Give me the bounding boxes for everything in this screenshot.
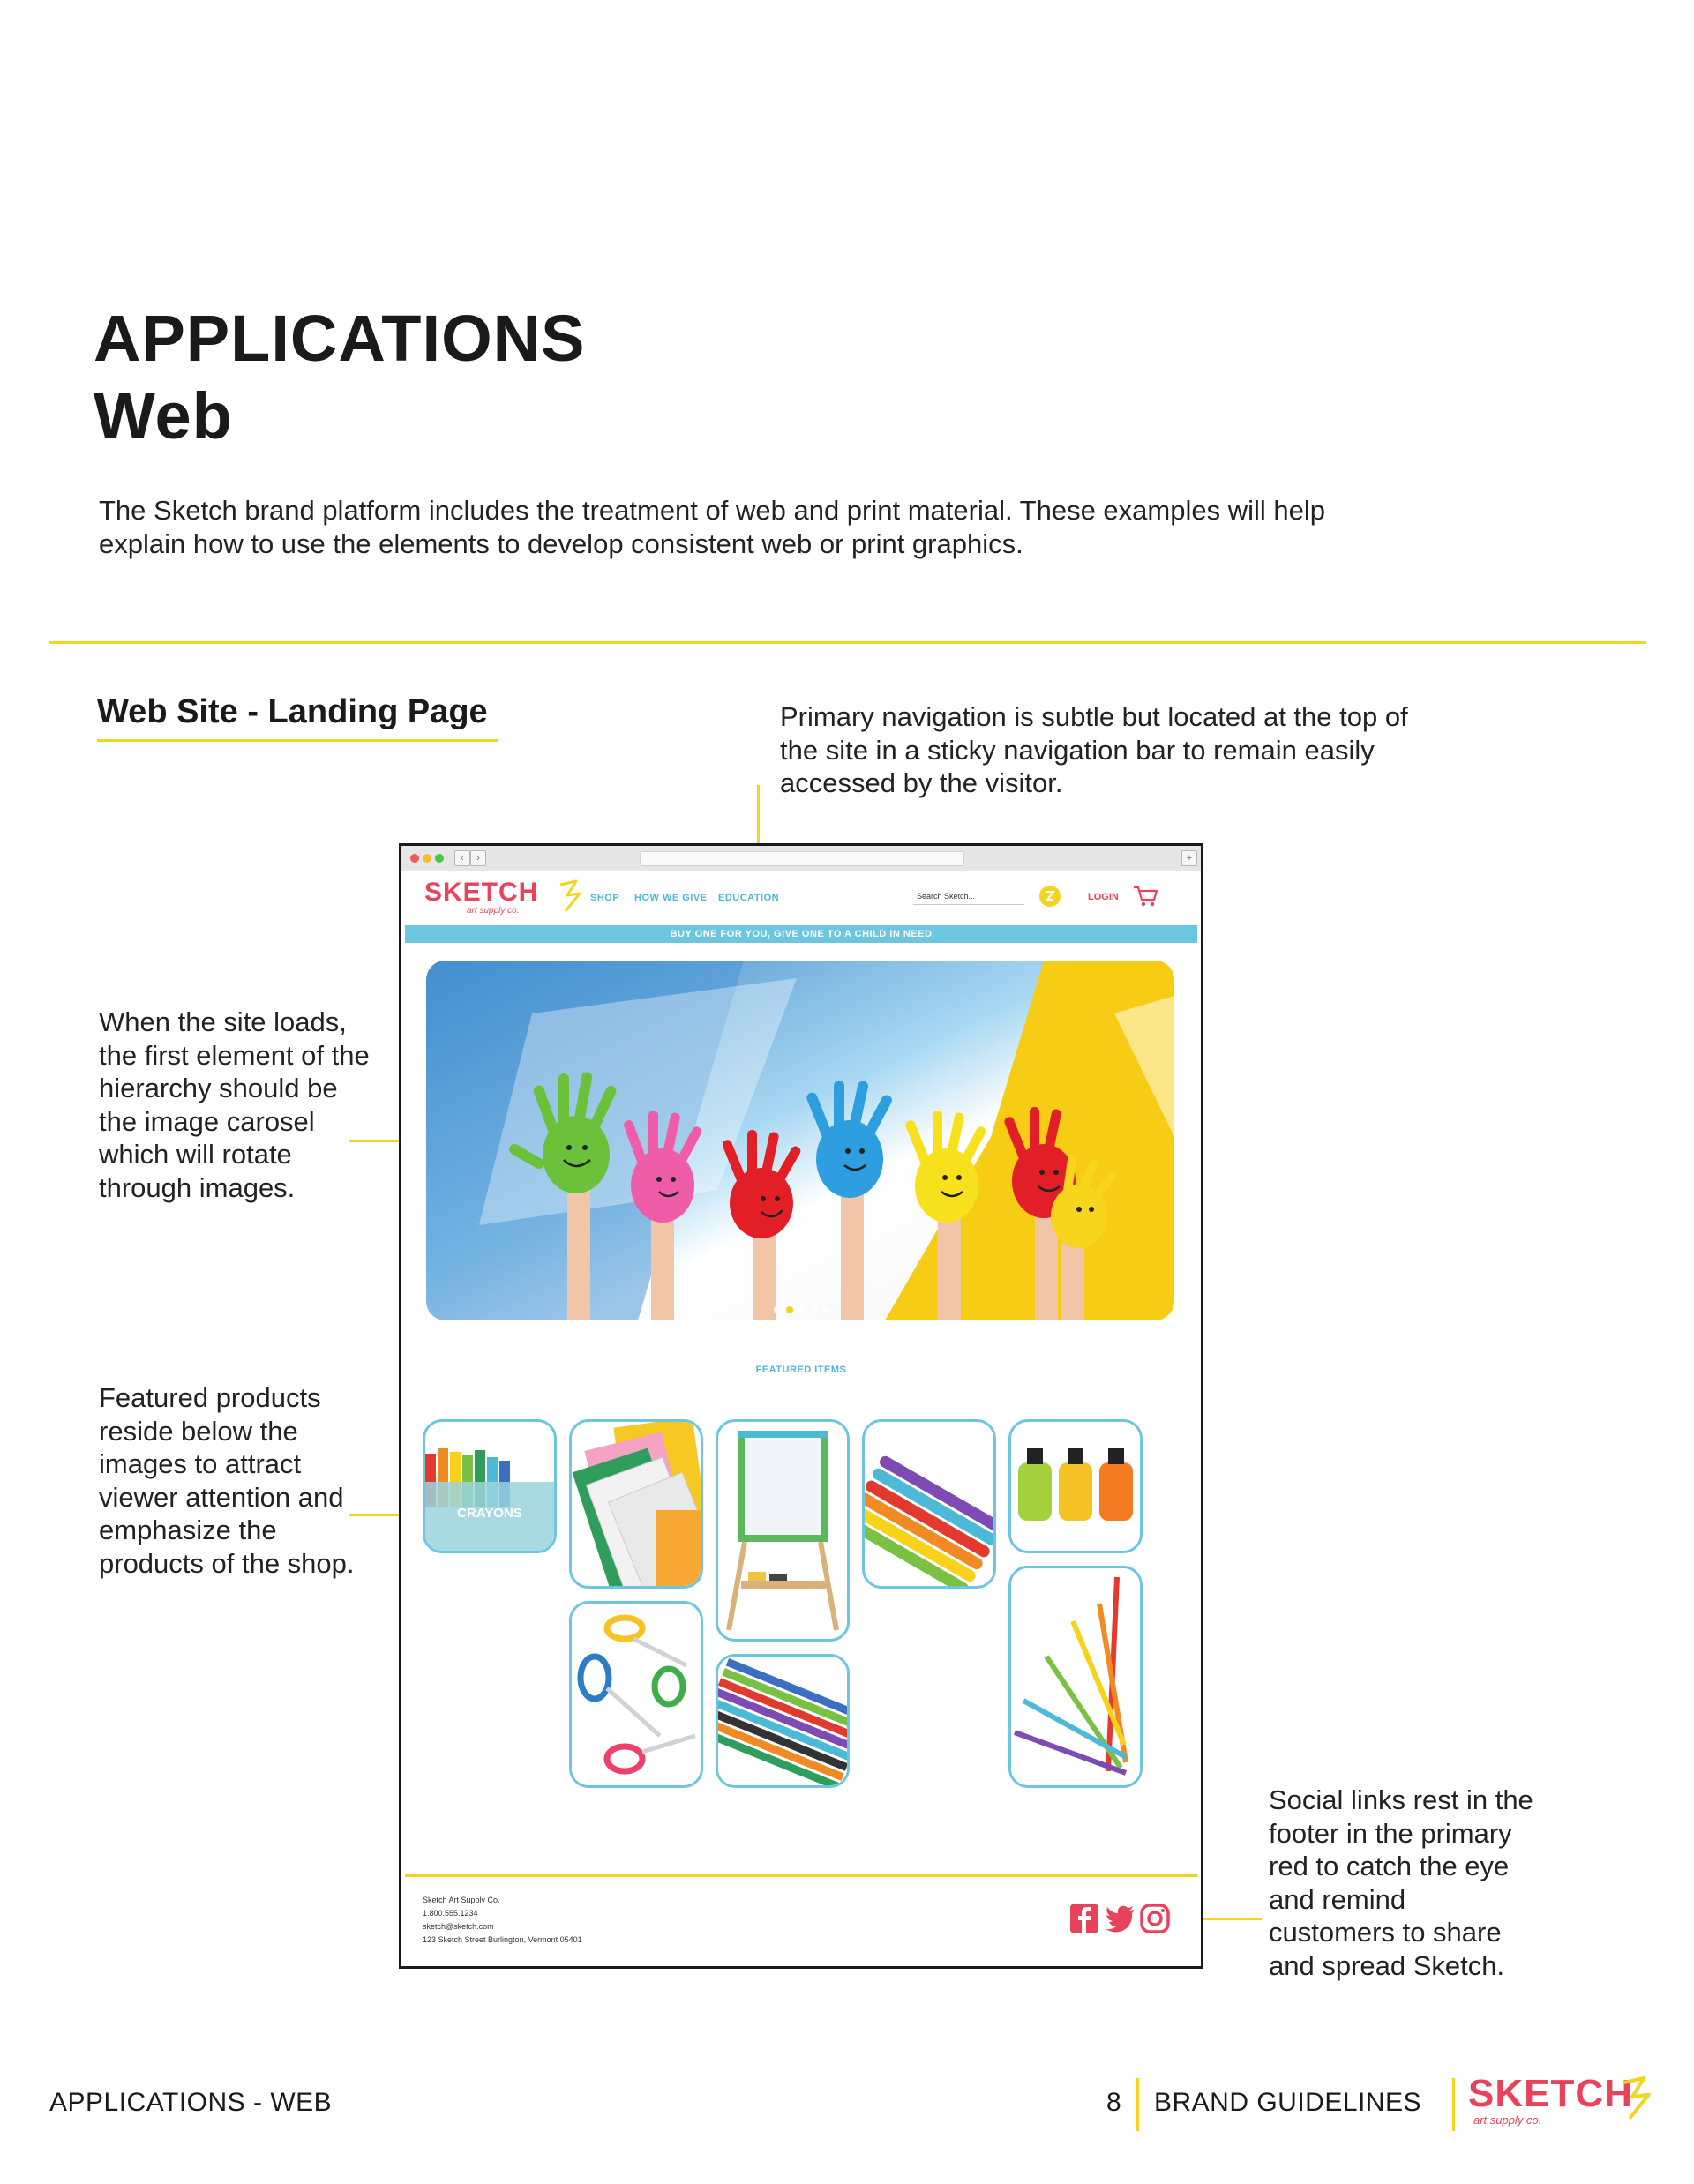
browser-tab-plus-icon[interactable]: +	[1181, 850, 1197, 866]
product-tile-chalk[interactable]	[862, 1419, 996, 1589]
nav-link-shop[interactable]: SHOP	[590, 893, 620, 903]
browser-chrome	[401, 846, 1201, 871]
featured-items-heading: FEATURED ITEMS	[755, 1365, 847, 1375]
login-link[interactable]: LOGIN	[1088, 892, 1119, 902]
footer-logo-pencil-icon	[1618, 2075, 1653, 2124]
website-mockup	[399, 843, 1203, 1969]
site-logo-tagline: art supply co.	[467, 906, 520, 916]
instagram-icon[interactable]	[1139, 1903, 1171, 1934]
page-title-line2: Web	[94, 379, 233, 453]
paint-brushes-image	[1011, 1568, 1140, 1785]
nav-link-education[interactable]: EDUCATION	[718, 893, 780, 903]
logo-pencil-icon	[557, 879, 583, 915]
section-title-underline	[97, 739, 498, 742]
address-bar[interactable]	[640, 851, 964, 866]
callout-carousel: When the site loads, the first element of the hierarchy should be the image carosel which will rotate through images.	[99, 1006, 370, 1203]
site-footer-divider	[405, 1874, 1197, 1877]
page-number: 8	[1106, 2088, 1121, 2117]
page-footer-section: APPLICATIONS - WEB	[49, 2088, 333, 2117]
footer-address: 123 Sketch Street Burlington, Vermont 05401	[423, 1935, 582, 1944]
callout-navigation: Primary navigation is subtle but located at the top of the site in a sticky navigation bar to remain easily accessed by the visitor.	[780, 701, 1408, 798]
twitter-icon[interactable]	[1104, 1903, 1136, 1934]
back-arrow-icon[interactable]: ‹	[454, 850, 470, 866]
facebook-icon[interactable]	[1068, 1903, 1100, 1934]
nav-link-how-we-give[interactable]: HOW WE GIVE	[634, 893, 708, 903]
product-tile-scissors[interactable]	[569, 1601, 703, 1788]
intro-paragraph: The Sketch brand platform includes the treatment of web and print material. These examples will help explain how to use the elements to develop consistent web or print graphics.	[99, 495, 1325, 559]
hero-carousel[interactable]	[426, 961, 1174, 1320]
page-footer-divider-1	[1136, 2078, 1139, 2131]
footer-company: Sketch Art Supply Co.	[423, 1896, 500, 1904]
section-divider	[49, 641, 1646, 644]
product-tile-pencils[interactable]	[716, 1654, 850, 1788]
product-tile-brushes[interactable]	[1008, 1566, 1143, 1788]
forward-arrow-icon[interactable]: ›	[470, 850, 486, 866]
footer-phone[interactable]: 1.800.555.1234	[423, 1909, 478, 1918]
page-footer-logo	[1468, 2072, 1633, 2127]
page-title-line1: APPLICATIONS	[94, 302, 586, 375]
site-logo[interactable]	[424, 879, 538, 916]
callout-social: Social links rest in the footer in the primary red to catch the eye and remind customers to share and spread Sketch.	[1269, 1784, 1533, 1981]
colored-pencils-image	[718, 1657, 847, 1785]
paint-bottles-image	[1011, 1422, 1140, 1551]
close-window-icon[interactable]	[410, 854, 419, 863]
site-badge-icon[interactable]	[1038, 885, 1061, 908]
site-logo-name: SKETCH	[424, 878, 539, 907]
footer-logo-name: SKETCH	[1468, 2072, 1633, 2115]
cart-icon[interactable]	[1132, 885, 1158, 908]
promo-banner[interactable]: BUY ONE FOR YOU, GIVE ONE TO A CHILD IN NEED	[405, 925, 1197, 943]
page-footer-divider-2	[1452, 2078, 1455, 2131]
scissors-image	[572, 1604, 701, 1785]
chalk-image	[865, 1422, 993, 1586]
crayons-label: CRAYONS	[457, 1506, 522, 1521]
section-title: Web Site - Landing Page	[97, 693, 488, 730]
page-footer-brand-guidelines: BRAND GUIDELINES	[1154, 2088, 1422, 2117]
footer-email[interactable]: sketch@sketch.com	[423, 1922, 494, 1931]
page-title	[94, 300, 585, 455]
site-footer-contact	[423, 1894, 582, 1947]
minimize-window-icon[interactable]	[423, 854, 431, 863]
product-tile-easel[interactable]	[716, 1419, 850, 1642]
product-tile-crayons[interactable]	[423, 1419, 557, 1553]
painted-hands-image	[426, 961, 1174, 1320]
product-tile-paint[interactable]	[1008, 1419, 1143, 1553]
footer-logo-tagline: art supply co.	[1473, 2113, 1542, 2127]
product-tile-notebooks[interactable]	[569, 1419, 703, 1589]
easel-image	[718, 1422, 847, 1639]
site-search-input[interactable]: Search Sketch...	[913, 888, 1024, 905]
crayons-image	[425, 1422, 554, 1551]
notebooks-image	[572, 1422, 701, 1586]
maximize-window-icon[interactable]	[435, 854, 444, 863]
callout-featured: Featured products reside below the images to attract viewer attention and emphasize the products of the shop.	[99, 1382, 355, 1579]
